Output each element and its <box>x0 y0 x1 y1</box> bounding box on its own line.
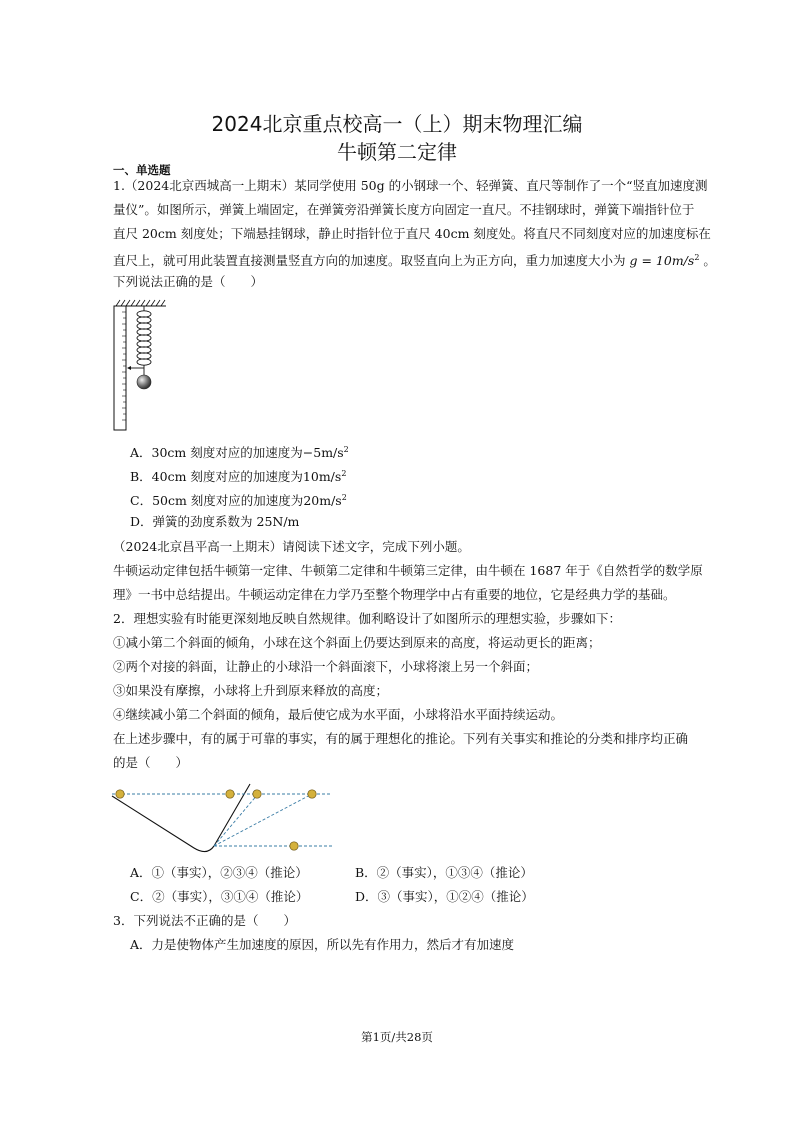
ball-start <box>116 790 124 798</box>
document-title: 2024北京重点校高一（上）期末物理汇编 <box>211 112 583 136</box>
ball-shallow <box>308 790 316 798</box>
q2-option-d[interactable]: D．③（事实），①②④（推论） <box>355 889 534 904</box>
q1-line-1: 1.（2024北京西城高一上期末）某同学使用 50g 的小钢球一个、轻弹簧、直尺等制作了一个“竖直加速度测 <box>113 178 708 193</box>
q1-option-a-text: A．30cm 刻度对应的加速度为 <box>130 445 303 461</box>
ruler <box>114 306 126 430</box>
q2-line-1: 2．理想实验有时能更深刻地反映自然规律。伽利略设计了如图所示的理想实验，步骤如下： <box>113 611 621 626</box>
pointer-arrow <box>127 366 131 370</box>
q2-step-2: ②两个对接的斜面，让静止的小球沿一个斜面滚下，小球将滚上另一个斜面； <box>113 659 539 674</box>
q2-option-c[interactable]: C．②（事实），③①④（推论） <box>130 889 309 904</box>
steel-ball <box>137 375 151 389</box>
q1-gravity-sup: 2 <box>694 253 700 262</box>
q1-option-a[interactable] <box>130 442 349 461</box>
ruler-ticks <box>122 312 126 420</box>
q3-line-1: 3．下列说法不正确的是（ ） <box>113 913 296 928</box>
q1-option-b-sup: 2 <box>341 469 347 478</box>
q1-option-b-text: B．40cm 刻度对应的加速度为 <box>130 469 303 485</box>
q1-line-3: 直尺 20cm 刻度处；下端悬挂钢球，静止时指针位于直尺 40cm 刻度处。将直尺不同刻度对应的加速度标在 <box>113 226 711 241</box>
document-subtitle: 牛顿第二定律 <box>337 140 457 164</box>
q1-line-4 <box>113 250 716 269</box>
q1-line-5: 下列说法正确的是（ ） <box>113 274 264 289</box>
ball-horizontal <box>290 842 298 850</box>
passage-line-2: 理》一书中总结提出。牛顿运动定律在力学乃至整个物理学中占有重要的地位，它是经典力学的基础。 <box>113 587 676 602</box>
q1-option-d[interactable]: D．弹簧的劲度系数为 25N/m <box>130 514 300 529</box>
ceiling-hatch <box>116 300 165 306</box>
q1-option-b[interactable] <box>130 466 346 485</box>
spring-ruler-figure <box>112 298 172 433</box>
q1-option-c-sup: 2 <box>341 493 347 502</box>
q1-gravity-value: g = 10m/s <box>629 253 695 269</box>
q1-option-a-value: −5m/s <box>302 445 344 461</box>
dashed-guides <box>112 794 332 846</box>
q2-option-a[interactable]: A．①（事实），②③④（推论） <box>130 865 308 880</box>
q1-line-2: 量仪”。如图所示，弹簧上端固定，在弹簧旁沿弹簧长度方向固定一直尺。不挂钢球时，弹簧下端指针位于 <box>113 202 695 217</box>
q2-option-b[interactable]: B．②（事实），①③④（推论） <box>355 865 533 880</box>
q1-option-c[interactable] <box>130 490 347 509</box>
q1-option-c-value: 20m/s <box>303 493 342 509</box>
q1-option-b-value: 10m/s <box>302 469 342 485</box>
ball-medium <box>253 790 261 798</box>
ball-steep <box>226 790 234 798</box>
q3-option-a[interactable]: A．力是使物体产生加速度的原因，所以先有作用力，然后才有加速度 <box>130 937 515 952</box>
q1-line-4-end: 。 <box>703 253 716 269</box>
passage-source: （2024北京昌平高一上期末）请阅读下述文字，完成下列小题。 <box>113 539 470 554</box>
spring <box>137 306 151 375</box>
q2-step-1: ①减小第二个斜面的倾角，小球在这个斜面上仍要达到原来的高度，将运动更长的距离； <box>113 635 601 650</box>
balls <box>116 790 316 850</box>
q2-line-7: 的是（ ） <box>113 755 189 770</box>
page-footer: 第1页/共28页 <box>361 1030 433 1044</box>
q2-step-3: ③如果没有摩擦，小球将上升到原来释放的高度； <box>113 683 389 698</box>
q1-option-a-sup: 2 <box>343 445 349 454</box>
q2-step-4: ④继续减小第二个斜面的倾角，最后使它成为水平面，小球将沿水平面持续运动。 <box>113 707 564 722</box>
section-heading: 一、单选题 <box>113 163 171 177</box>
q1-line-4-text: 直尺上，就可用此装置直接测量竖直方向的加速度。取竖直向上为正方向，重力加速度大小为 <box>113 253 626 269</box>
incline-figure <box>110 782 340 862</box>
passage-line-1: 牛顿运动定律包括牛顿第一定律、牛顿第二定律和牛顿第三定律，由牛顿在 1687 年于《自然哲学的数学原 <box>113 563 703 578</box>
q1-option-c-text: C．50cm 刻度对应的加速度为 <box>130 493 304 509</box>
q2-line-6: 在上述步骤中，有的属于可靠的事实，有的属于理想化的推论。下列有关事实和推论的分类和排序均正确 <box>113 731 689 746</box>
